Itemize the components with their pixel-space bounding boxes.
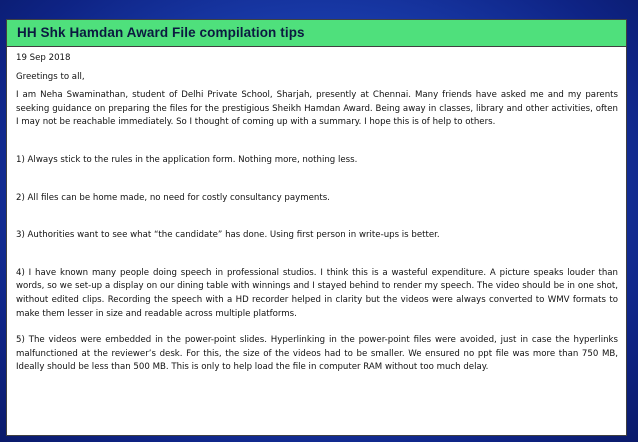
document-date: 19 Sep 2018 (16, 53, 71, 63)
document-body (7, 47, 626, 375)
tip-item: 3) Authorities want to see what “the candidate” has done. Using first person in write-ups is better. (16, 230, 440, 241)
tip-item: 5) The videos were embedded in the power-point slides. Hyperlinking in the power-point files were avoided, just in case the hyperlinks malfunctioned at the reviewer’s desk. For this, the size of the videos had to be smaller. We ensured no ppt file was more than 750 MB, Ideally should be less than 500 MB. This is only to help load the file in computer RAM without too much delay. (16, 335, 618, 373)
title-bar (7, 20, 626, 47)
greeting-text: Greetings to all, (16, 71, 85, 82)
tip-item: 4) I have known many people doing speech in professional studios. I think this is a wasteful expenditure. A picture speaks louder than words, so we set-up a display on our dining table with winnings and I stayed behind to render my speech. The video should be in one shot, without edited clips. Recording the speech with a HD recorder helped in clarity but the videos were always converted to WMV formats to make them lesser in size and readable across multiple platforms. (16, 267, 618, 319)
tip-item: 2) All files can be home made, no need for costly consultancy payments. (16, 192, 330, 203)
tip-item: 1) Always stick to the rules in the application form. Nothing more, nothing less. (16, 154, 358, 165)
intro-paragraph: I am Neha Swaminathan, student of Delhi Private School, Sharjah, presently at Chennai. Many friends have asked me and my parents seeking guidance on preparing the files for the prestigious Sheikh Hamdan Award. Being away in classes, library and other activities, often I may not be reachable immediately. So I thought of coming up with a summary. I hope this is of help to others. (16, 90, 618, 128)
page-title: HH Shk Hamdan Award File compilation tips (17, 25, 305, 40)
content-panel (6, 19, 627, 436)
